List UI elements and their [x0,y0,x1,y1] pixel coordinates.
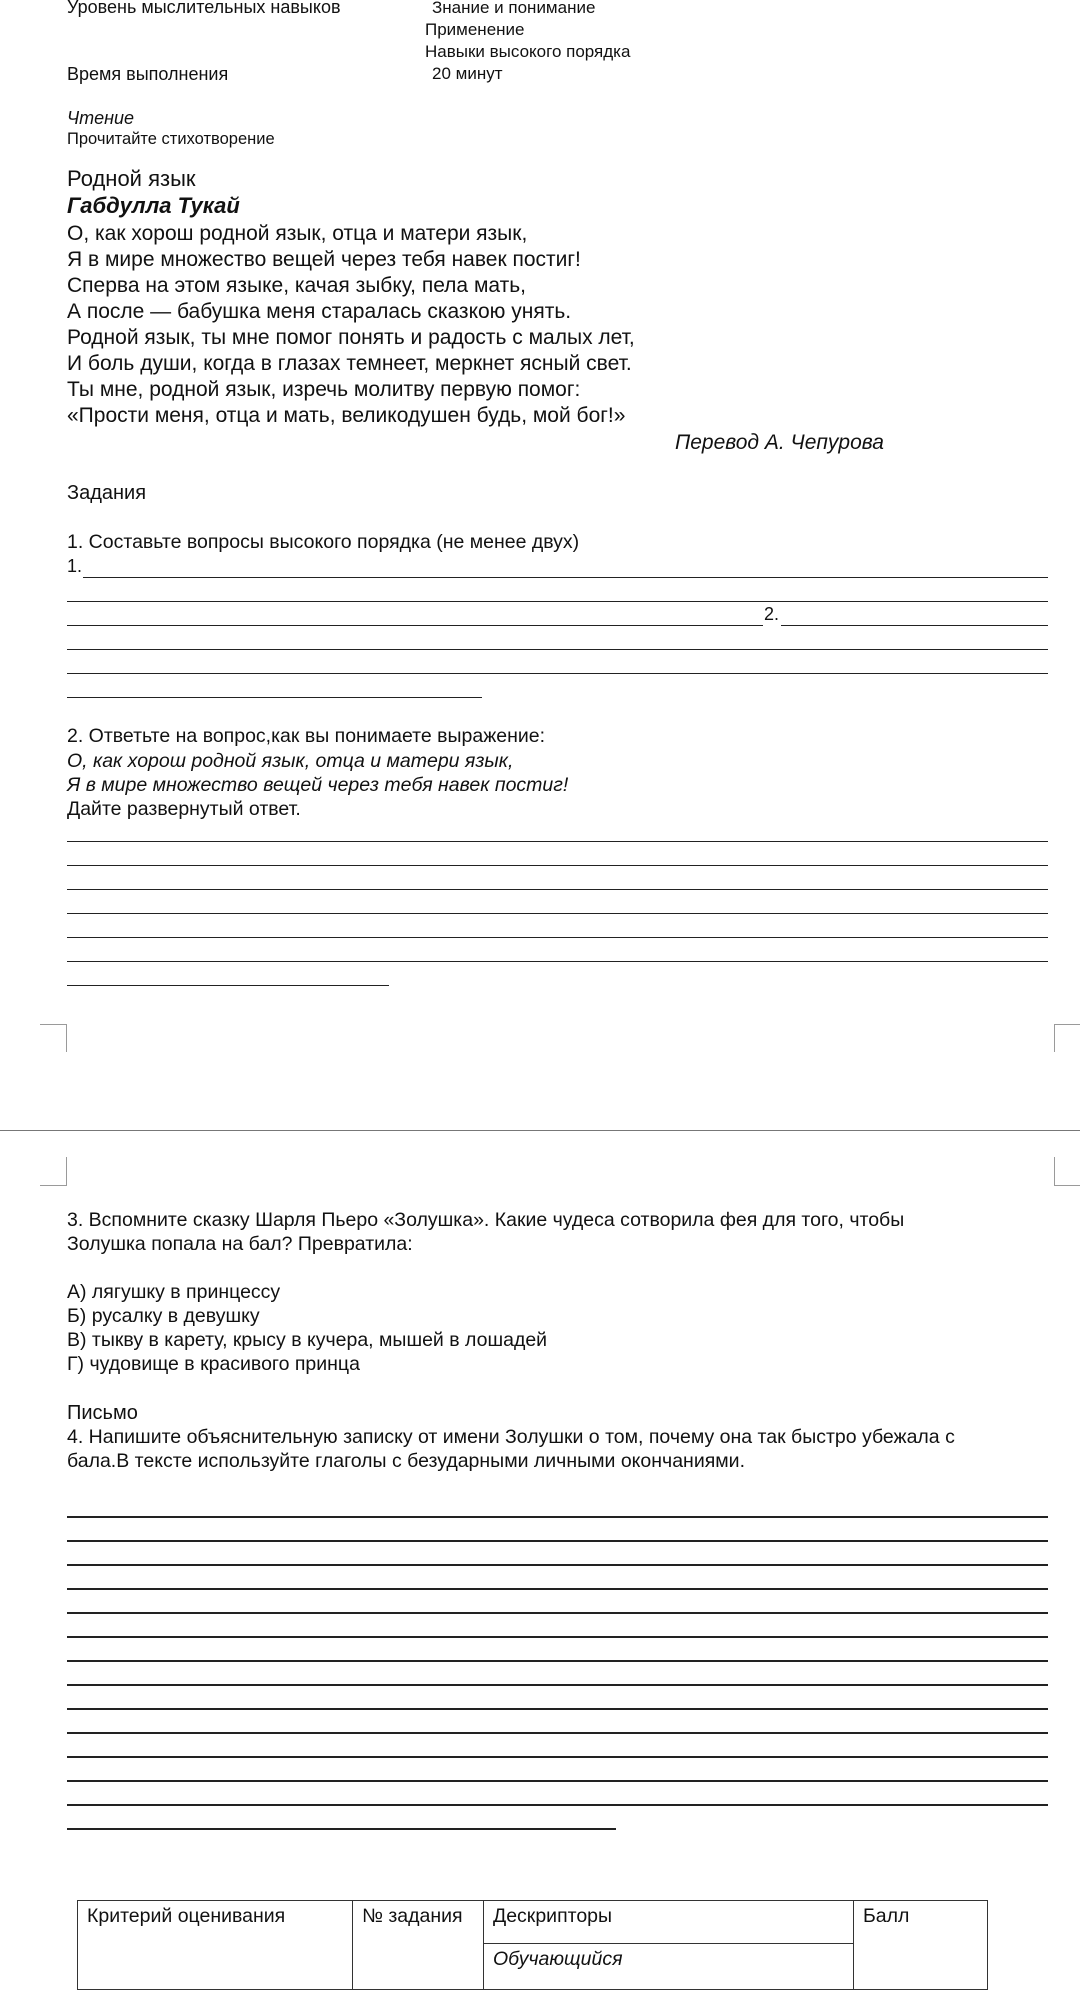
table-header-task-number: № задания [353,1901,484,1990]
answer-line [67,673,1048,674]
task1-blank-1-number: 1. [67,556,83,576]
task3-option-c: В) тыкву в карету, крысу в кучера, мышей в лошадей [67,1329,548,1351]
answer-line [67,601,1048,602]
answer-line [67,937,1048,938]
task3-option-d: Г) чудовище в красивого принца [67,1353,360,1375]
writing-section-label: Письмо [67,1402,138,1424]
answer-line [67,1708,1048,1710]
answer-line [67,625,763,626]
answer-line [83,577,1048,578]
answer-line [67,1588,1048,1590]
poem-line: О, как хорош родной язык, отца и матери язык, [67,222,528,245]
answer-line [67,697,482,698]
tasks-heading: Задания [67,482,147,504]
answer-line [67,1732,1048,1734]
answer-line [67,913,1048,914]
answer-line [67,1780,1048,1782]
table-header-score: Балл [854,1901,988,1990]
poem-line: Я в мире множество вещей через тебя навек постиг! [67,248,581,271]
task2-quote-line-1: О, как хорош родной язык, отца и матери язык, [67,750,514,772]
answer-line [67,889,1048,890]
time-label: Время выполнения [67,64,229,84]
task3-question-line-2: Золушка попала на бал? Превратила: [67,1233,413,1255]
task4-question-line-2: бала.В тексте используйте глаголы с безударными личными окончаниями. [67,1450,745,1472]
task3-question-line-1: 3. Вспомните сказку Шарля Пьеро «Золушка». Какие чудеса сотворила фея для того, чтобы [67,1209,905,1231]
skills-value-1: Знание и понимание [432,0,596,17]
answer-line [781,625,1048,626]
poem-line: Ты мне, родной язык, изречь молитву первую помог: [67,378,581,401]
poem-line: А после — бабушка меня старалась сказкою унять. [67,300,572,323]
criteria-table [77,1900,988,1990]
skills-label: Уровень мыслительных навыков [67,0,341,17]
task4-question-line-1: 4. Напишите объяснительную записку от имени Золушки о том, почему она так быстро убежала с [67,1426,955,1448]
answer-line [67,985,389,986]
answer-line [67,1660,1048,1662]
task2-quote-line-2: Я в мире множество вещей через тебя навек постиг! [67,774,569,796]
poem-line: Сперва на этом языке, качая зыбку, пела мать, [67,274,526,297]
task3-option-a: А) лягушку в принцессу [67,1281,281,1303]
answer-line [67,1540,1048,1542]
answer-line [67,1516,1048,1518]
reading-instruction: Прочитайте стихотворение [67,130,275,148]
page-corner-mark [1054,1157,1080,1186]
answer-line [67,1828,616,1830]
answer-line [67,841,1048,842]
task1-blank-2-number: 2. [764,604,780,624]
task1-question: 1. Составьте вопросы высокого порядка (не менее двух) [67,531,580,553]
task2-question: 2. Ответьте на вопрос,как вы понимаете выражение: [67,725,546,747]
table-header-descriptors: Дескрипторы [484,1901,854,1944]
page-corner-mark [1054,1024,1080,1052]
answer-line [67,1612,1048,1614]
table-header-criterion: Критерий оценивания [78,1901,353,1990]
skills-value-2: Применение [425,20,525,39]
page-separator [0,1130,1080,1131]
time-value: 20 минут [432,64,503,83]
answer-line [67,865,1048,866]
answer-line [67,1756,1048,1758]
page-corner-mark [40,1157,67,1186]
answer-line [67,1564,1048,1566]
table-subheader-student: Обучающийся [484,1944,854,1990]
poem-translation: Перевод А. Чепурова [675,431,884,454]
reading-section-label: Чтение [67,108,135,128]
poem-title: Родной язык [67,166,196,191]
answer-line [67,1684,1048,1686]
answer-line [67,961,1048,962]
answer-line [67,1636,1048,1638]
poem-author: Габдулла Тукай [67,193,240,218]
skills-value-3: Навыки высокого порядка [425,42,631,61]
poem-line: И боль души, когда в глазах темнеет, меркнет ясный свет. [67,352,632,375]
poem-line: Родной язык, ты мне помог понять и радость с малых лет, [67,326,635,349]
task2-instruction: Дайте развернутый ответ. [67,798,301,820]
answer-line [67,1804,1048,1806]
poem-line: «Прости меня, отца и мать, великодушен будь, мой бог!» [67,404,626,427]
task3-option-b: Б) русалку в девушку [67,1305,260,1327]
answer-line [67,649,1048,650]
page-corner-mark [40,1024,67,1052]
